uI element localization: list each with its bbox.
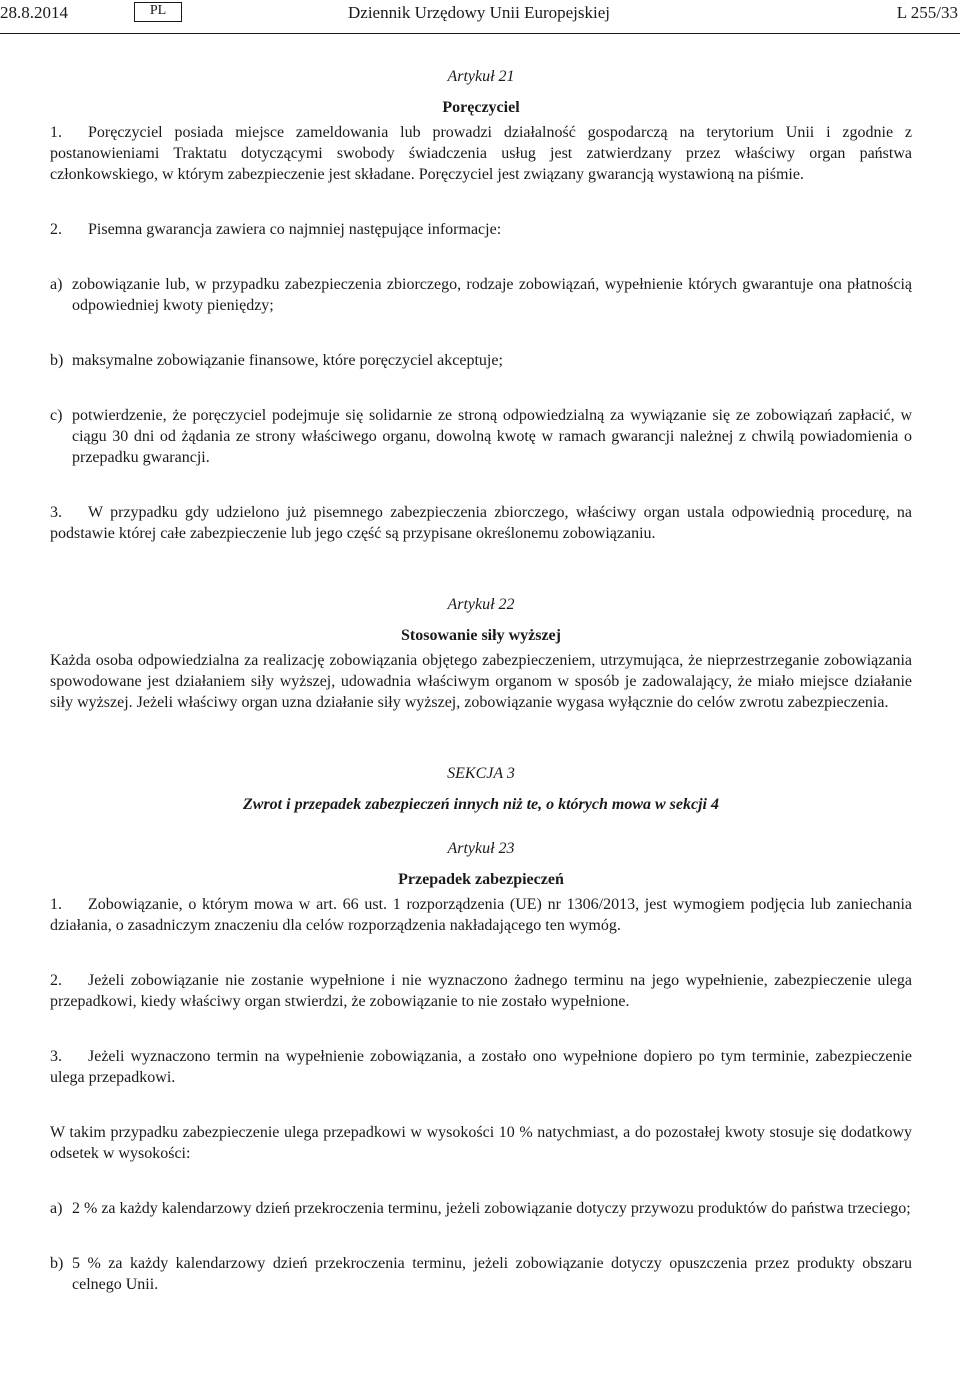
paragraph-text: Jeżeli zobowiązanie nie zostanie wypełnione i nie wyznaczono żadnego terminu na jego wypełnienie, zabezpieczenie ulega przepadkowi, kiedy właściwy organ stwierdzi, że zobowiązanie to nie zostało wypełnione. [50, 972, 912, 1010]
article-23-title: Przepadek zabezpieczeń [398, 871, 564, 888]
section-number: SEKCJA 3 [447, 765, 515, 782]
paragraph-text: Poręczyciel posiada miejsce zameldowania lub prowadzi działalność gospodarczą na terytorium Unii i zgodnie z postanowieniami Traktatu dotyczącymi swobody świadczenia usług jest zatwierdzany przez właściwy organ państwa członkowskiego, w którym zabezpieczenie jest składane. Poręczyciel jest związany gwarancją wystawioną na piśmie. [50, 124, 912, 183]
list-item [50, 1198, 912, 1219]
list-item-text: 5 % za każdy kalendarzowy dzień przekroczenia terminu, jeżeli zobowiązanie dotyczy opuszczenia przez produkty obszaru celnego Unii. [72, 1255, 912, 1293]
paragraph-text: W przypadku gdy udzielono już pisemnego zabezpieczenia zbiorczego, właściwy organ ustala odpowiednią procedurę, na podstawie której całe zabezpieczenie lub jego część są przypisane określonemu zobowiązaniu. [50, 504, 912, 542]
list-item-label: c) [50, 407, 63, 424]
language-badge: PL [134, 2, 182, 22]
list-item [50, 405, 912, 468]
article-21-title: Poręczyciel [442, 99, 520, 116]
article-23-paragraph-3 [50, 1046, 912, 1088]
list-item [50, 274, 912, 316]
paragraph-number: 2. [50, 972, 62, 989]
list-item-text: zobowiązanie lub, w przypadku zabezpieczenia zbiorczego, rodzaje zobowiązań, wypełnienie których gwarantuje ona płatnością odpowiedniej kwoty pieniędzy; [72, 276, 912, 314]
list-item-text: potwierdzenie, że poręczyciel podejmuje się solidarnie ze stroną odpowiedzialną za wywiązanie się ze zobowiązań zapłacić, w ciągu 30 dni od żądania ze strony właściwego organu, dowolną kwotę w ramach gwarancji należnej z chwilą powiadomienia o przepadku gwarancji. [72, 407, 912, 466]
list-item [50, 350, 912, 371]
article-21-paragraph-3 [50, 502, 912, 544]
article-21-paragraph-1 [50, 122, 912, 185]
article-21-number: Artykuł 21 [447, 68, 515, 85]
journal-title: Dziennik Urzędowy Unii Europejskiej [348, 3, 611, 22]
paragraph-number: 1. [50, 896, 62, 913]
paragraph-number: 3. [50, 1048, 62, 1065]
paragraph-number: 2. [50, 221, 62, 238]
list-item-label: a) [50, 276, 63, 293]
list-item-text: 2 % za każdy kalendarzowy dzień przekroczenia terminu, jeżeli zobowiązanie dotyczy przywozu produktów do państwa trzeciego; [72, 1200, 911, 1217]
article-22-title: Stosowanie siły wyższej [401, 627, 561, 644]
article-21-paragraph-2 [50, 219, 912, 240]
section-title: Zwrot i przepadek zabezpieczeń innych niż te, o których mowa w sekcji 4 [243, 796, 719, 813]
article-22-number: Artykuł 22 [447, 596, 515, 613]
page-header [0, 0, 960, 34]
paragraph-number: 1. [50, 124, 62, 141]
article-23-number: Artykuł 23 [447, 840, 515, 857]
list-item-label: b) [50, 352, 64, 369]
article-23-paragraph-4: W takim przypadku zabezpieczenie ulega przepadkowi w wysokości 10 % natychmiast, a do pozostałej kwoty stosuje się dodatkowy odsetek w wysokości: [50, 1124, 912, 1162]
publication-date: 28.8.2014 [0, 3, 68, 22]
page-reference: L 255/33 [896, 3, 958, 22]
list-item-label: b) [50, 1255, 64, 1272]
document-body [50, 62, 912, 1295]
article-23-paragraph-2 [50, 970, 912, 1012]
header-divider [0, 33, 960, 34]
paragraph-text: Pisemna gwarancja zawiera co najmniej następujące informacje: [88, 221, 502, 238]
list-item [50, 1253, 912, 1295]
article-22-paragraph: Każda osoba odpowiedzialna za realizację zobowiązania objętego zabezpieczeniem, utrzymująca, że nieprzestrzeganie zobowiązania spowodowane jest działaniem siły wyższej, udowadnia właściwym organom w sposób je zadowalający, że miało miejsce działanie siły wyższej. Jeżeli właściwy organ uzna działanie siły wyższej, zobowiązanie wygasa wyłącznie do celów zwrotu zabezpieczenia. [50, 652, 912, 711]
list-item-label: a) [50, 1200, 63, 1217]
paragraph-text: Zobowiązanie, o którym mowa w art. 66 ust. 1 rozporządzenia (UE) nr 1306/2013, jest wymogiem podjęcia lub zaniechania działania, o zasadniczym znaczeniu dla celów rozporządzenia nakładającego ten wymóg. [50, 896, 912, 934]
paragraph-text: Jeżeli wyznaczono termin na wypełnienie zobowiązania, a zostało ono wypełnione dopiero po tym terminie, zabezpieczenie ulega przepadkowi. [50, 1048, 912, 1086]
list-item-text: maksymalne zobowiązanie finansowe, które poręczyciel akceptuje; [72, 352, 503, 369]
article-23-paragraph-1 [50, 894, 912, 936]
paragraph-number: 3. [50, 504, 62, 521]
